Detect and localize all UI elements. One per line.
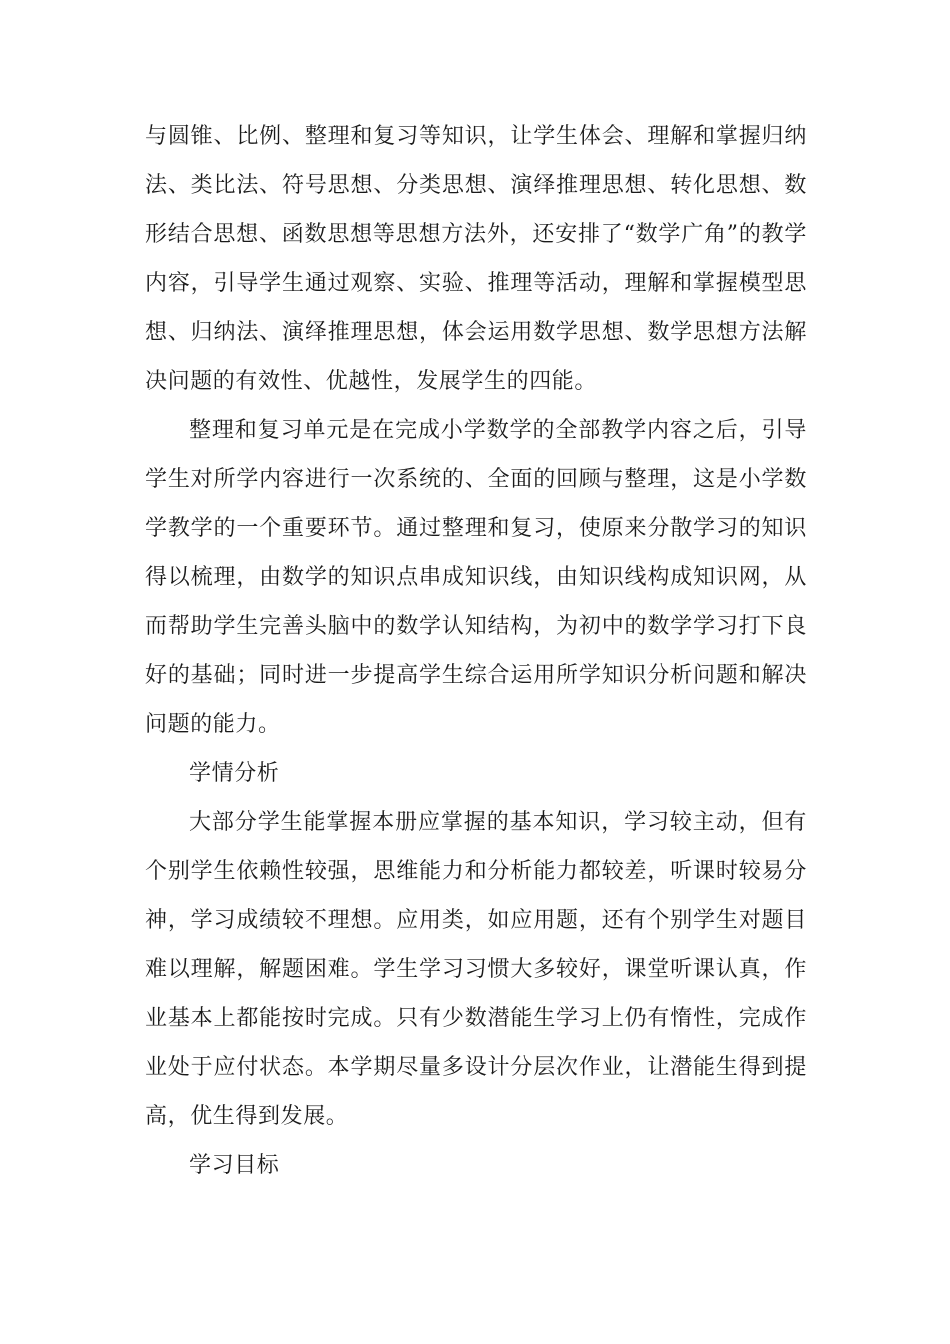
document-body (145, 112, 807, 1190)
section-heading-learning-situation: 学情分析 (189, 761, 280, 786)
paragraph-3: 大部分学生能掌握本册应掌握的基本知识，学习较主动，但有个别学生依赖性较强，思维能力和分析能力都较差，听课时较易分神，学习成绩较不理想。应用类，如应用题，还有个别学生对题目难以理解，解题困难。学生学习习惯大多较好，课堂听课认真，作业基本上都能按时完成。只有少数潜能生学习上仍有惰性，完成作业处于应付状态。本学期尽量多设计分层次作业，让潜能生得到提高，优生得到发展。 (145, 810, 807, 1129)
paragraph-2: 整理和复习单元是在完成小学数学的全部教学内容之后，引导学生对所学内容进行一次系统的、全面的回顾与整理，这是小学数学教学的一个重要环节。通过整理和复习，使原来分散学习的知识得以梳理，由数学的知识点串成知识线，由知识线构成知识网，从而帮助学生完善头脑中的数学认知结构，为初中的数学学习打下良好的基础；同时进一步提高学生综合运用所学知识分析问题和解决问题的能力。 (145, 418, 807, 737)
section-heading-learning-goals: 学习目标 (189, 1153, 280, 1178)
paragraph-1: 与圆锥、比例、整理和复习等知识，让学生体会、理解和掌握归纳法、类比法、符号思想、分类思想、演绎推理思想、转化思想、数形结合思想、函数思想等思想方法外，还安排了“数学广角”的教学内容，引导学生通过观察、实验、推理等活动，理解和掌握模型思想、归纳法、演绎推理思想，体会运用数学思想、数学思想方法解决问题的有效性、优越性，发展学生的四能。 (145, 124, 807, 394)
